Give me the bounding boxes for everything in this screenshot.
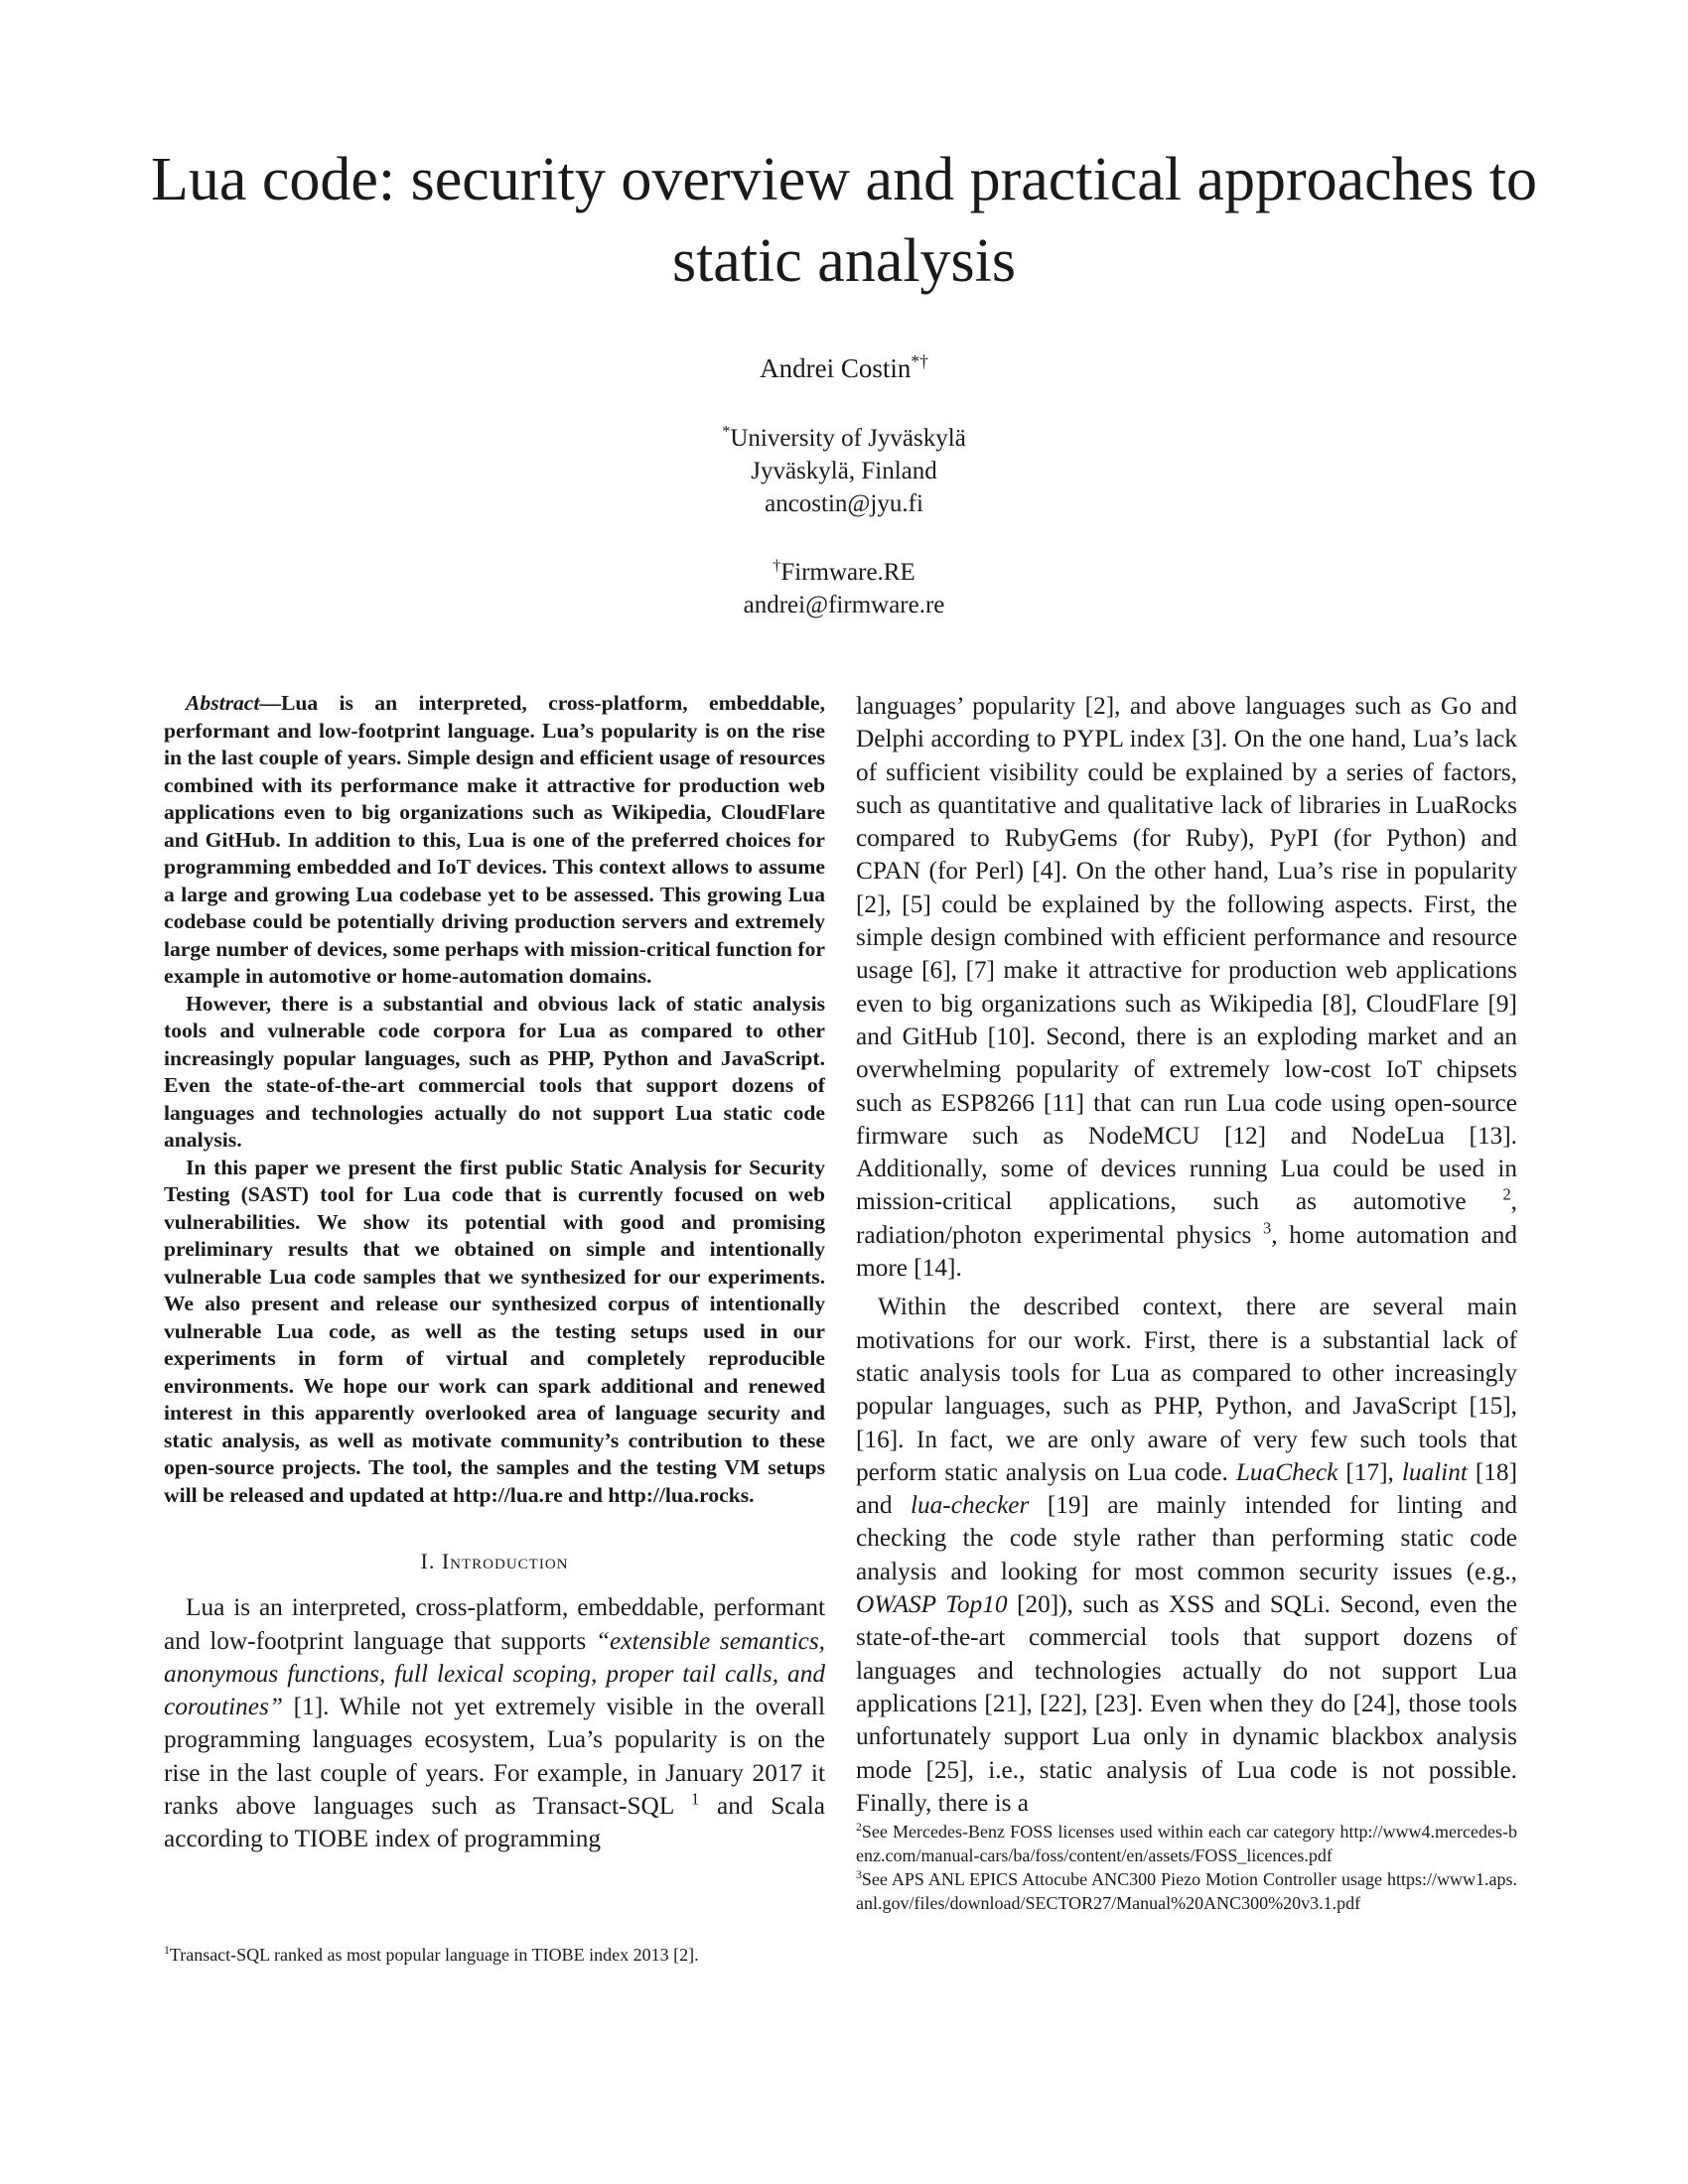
tool-name-luacheck: LuaCheck bbox=[1235, 1457, 1338, 1486]
intro-paragraph-1-continued bbox=[856, 690, 1517, 1285]
tool-name-lualint: lualint bbox=[1401, 1457, 1468, 1486]
footnote-ref-2[interactable]: 2 bbox=[1502, 1185, 1511, 1205]
intro-p1-text-c: and Scala according to TIOBE index of programming bbox=[164, 1792, 825, 1853]
right-footnotes bbox=[856, 1820, 1517, 1915]
abstract bbox=[164, 690, 825, 1509]
affiliation-1-email: ancostin@jyu.fi bbox=[765, 490, 923, 517]
affiliation-2-mark: † bbox=[773, 556, 781, 575]
section-title: Introduction bbox=[441, 1549, 569, 1573]
footnote-3-text: See APS ANL EPICS Attocube ANC300 Piezo Motion Controller usage bbox=[861, 1869, 1387, 1889]
author-affiliation-marks: *† bbox=[911, 351, 928, 371]
intro-r2-text-e: [20]), such as XSS and SQLi. Second, even the state-of-the-art commercial tools that support dozens of languages and technologies actually do not support Lua applications [21], [22], [23]. Even when they do [24], those tools unfortunately support Lua only in dynamic blackbox analysis mode [25], i.e., static analysis of Lua code is not possible. Finally, there is a bbox=[856, 1590, 1517, 1817]
section-heading-introduction bbox=[164, 1545, 825, 1577]
abstract-paragraph-3: In this paper we present the first public Static Analysis for Security Testing (SAST) tool for Lua code that is currently focused on web vulnerabilities. We show its potential with good and promising preliminary results that we obtained on simple and intentionally vulnerable Lua code samples that we synthesized for our experiments. We also present and release our synthesized corpus of intentionally vulnerable Lua code, as well as the testing setups used in our experiments in form of virtual and completely reproducible environments. We hope our work can spark additional and renewed interest in this apparently overlooked area of language security and static analysis, as well as motivate community’s contribution to these open-source projects. The tool, the samples and the testing VM setups will be released and updated at http://lua.re and http://lua.rocks. bbox=[164, 1155, 825, 1507]
footnote-3 bbox=[856, 1867, 1517, 1915]
right-column bbox=[856, 690, 1517, 2100]
abstract-p1-text: Lua is an interpreted, cross-platform, embeddable, performant and low-footprint language. Lua’s popularity is on the rise in the last couple of years. Simple design and efficient usage of resources combined with its performance make it attractive for production web applications even to big organizations such as Wikipedia, CloudFlare and GitHub. In addition to this, Lua is one of the preferred choices for programming embedded and IoT devices. This context allows to assume a large and growing Lua codebase yet to be assessed. This growing Lua codebase could be potentially driving production servers and extremely large number of devices, some perhaps with mission-critical function for example in automotive or home-automation domains. bbox=[164, 691, 825, 988]
intro-r2-text-a: Within the described context, there are several main motivations for our work. First, there is a substantial lack of static analysis tools for Lua as compared to other increasingly popular languages, such as PHP, Python, and JavaScript [15], [16]. In fact, we are only aware of very few such tools that perform static analysis on Lua code. bbox=[856, 1293, 1517, 1486]
footnote-1-text: Transact-SQL ranked as most popular language in TIOBE index 2013 [2]. bbox=[169, 1945, 699, 1965]
footnote-3-link[interactable]: https://www1.aps.anl.gov/files/download/SECTOR27/Manual%20ANC300%20v3.1.pdf bbox=[856, 1869, 1517, 1913]
abstract-paragraph-1 bbox=[164, 690, 825, 991]
affiliation-2-org: Firmware.RE bbox=[780, 559, 915, 586]
intro-r1-text-c: , home automation and more [14]. bbox=[856, 1220, 1517, 1283]
footnote-1 bbox=[164, 1943, 825, 1967]
abstract-paragraph-2: However, there is a substantial and obvious lack of static analysis tools and vulnerable code corpora for Lua as compared to other increasingly popular languages, such as PHP, Python and JavaScript. Even the state-of-the-art commercial tools that support dozens of languages and technologies actually do not support Lua static code analysis. bbox=[164, 991, 825, 1152]
affiliation-2 bbox=[447, 556, 1241, 621]
left-footnotes bbox=[164, 1943, 825, 1967]
footnote-ref-3[interactable]: 3 bbox=[1263, 1218, 1272, 1238]
footnote-2-text: See Mercedes-Benz FOSS licenses used within each car category bbox=[861, 1822, 1340, 1842]
footnote-2-mark: 2 bbox=[856, 1821, 862, 1834]
owasp-top10: OWASP Top10 bbox=[856, 1590, 1008, 1619]
author-name: Andrei Costin bbox=[760, 353, 912, 383]
author bbox=[447, 352, 1241, 385]
affiliation-1 bbox=[447, 422, 1241, 520]
intro-p1-text-a: Lua is an interpreted, cross-platform, embeddable, performant and low-footprint language that supports bbox=[164, 1593, 825, 1655]
intro-p1-text-b: [1]. While not yet extremely visible in the overall programming languages ecosystem, Lua’s popularity is on the rise in the last couple of years. For example, in January 2017 it ranks above languages such as Transact-SQL bbox=[164, 1693, 825, 1821]
intro-r2-text-b: [17], bbox=[1337, 1457, 1402, 1486]
footnote-3-mark: 3 bbox=[856, 1868, 862, 1881]
footnote-1-mark: 1 bbox=[164, 1944, 170, 1957]
footnote-ref-1[interactable]: 1 bbox=[691, 1789, 700, 1809]
footnote-2 bbox=[856, 1820, 1517, 1867]
abstract-lead: Abstract bbox=[186, 691, 260, 715]
section-number: I. bbox=[420, 1549, 436, 1573]
abstract-dash: — bbox=[259, 691, 281, 715]
paper-title: Lua code: security overview and practical approaches to static analysis bbox=[150, 146, 1538, 295]
affiliation-1-location: Jyväskylä, Finland bbox=[751, 458, 937, 484]
intro-paragraph-2 bbox=[856, 1291, 1517, 1820]
affiliation-1-org: University of Jyväskylä bbox=[730, 425, 966, 452]
intro-r1-text-b: , radiation/photon experimental physics bbox=[856, 1187, 1517, 1249]
intro-r1-text-a: languages’ popularity [2], and above languages such as Go and Delphi according to PYPL index [3]. On the one hand, Lua’s lack of sufficient visibility could be explained by a series of factors, such as quantitative and qualitative lack of libraries in LuaRocks compared to RubyGems (for Ruby), PyPI (for Python) and CPAN (for Perl) [4]. On the other hand, Lua’s rise in popularity [2], [5] could be explained by the following aspects. First, the simple design combined with efficient performance and resource usage [6], [7] make it attractive for production web applications even to big organizations such as Wikipedia [8], CloudFlare [9] and GitHub [10]. Second, there is an exploding market and an overwhelming popularity of extremely low-cost IoT chipsets such as ESP8266 [11] that can run Lua code using open-source firmware such as NodeMCU [12] and NodeLua [13]. Additionally, some of devices running Lua could be used in mission-critical applications, such as automotive bbox=[856, 692, 1517, 1216]
affiliation-2-email: andrei@firmware.re bbox=[743, 592, 945, 618]
intro-paragraph-1 bbox=[164, 1591, 825, 1855]
intro-r2-text-d: [19] are mainly intended for linting and checking the code style rather than performing static code analysis and looking for most common security issues (e.g., bbox=[856, 1491, 1517, 1585]
intro-r2-text-c: [18] and bbox=[856, 1457, 1517, 1520]
affiliation-1-mark: * bbox=[722, 422, 731, 441]
footnote-2-link[interactable]: http://www4.mercedes-benz.com/manual-cars/ba/foss/content/en/assets/FOSS_licences.pdf bbox=[856, 1822, 1517, 1865]
tool-name-lua-checker: lua-checker bbox=[910, 1491, 1030, 1520]
intro-p1-quote: “extensible semantics, anonymous functions, full lexical scoping, proper tail calls, and coroutines” bbox=[164, 1626, 825, 1721]
left-column bbox=[164, 690, 825, 2100]
